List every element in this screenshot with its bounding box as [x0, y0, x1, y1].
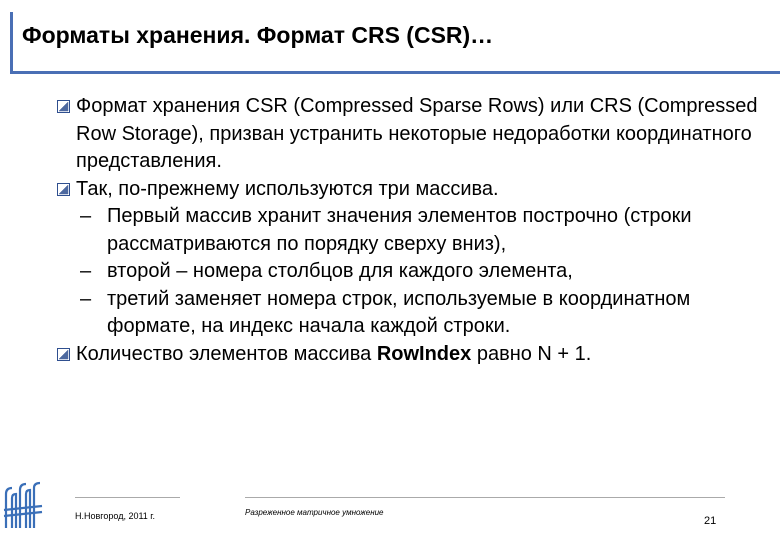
sub-item-text: Первый массив хранит значения элементов построчно (строки рассматриваются по порядку сверху вниз),: [107, 205, 692, 255]
sub-item: [0, 286, 780, 341]
page-number: 21: [704, 515, 717, 527]
sub-item-text: третий заменяет номера строк, используемые в координатном формате, на индекс начала каждой строки.: [107, 287, 691, 337]
sub-item: [0, 258, 780, 286]
slide-title: Форматы хранения. Формат CRS (CSR)…: [22, 22, 494, 48]
bullet-text-after: равно N + 1.: [471, 342, 592, 365]
footer-lecture-title: Разреженное матричное умножение: [245, 508, 384, 517]
sub-item-dash: –: [80, 205, 92, 227]
sub-item-dash: –: [80, 260, 92, 282]
bullet-item: [0, 93, 780, 176]
hollow-square-icon: [57, 183, 70, 196]
bullet-text-bold: RowIndex: [376, 342, 472, 365]
hollow-square-icon: [57, 100, 70, 113]
sub-item-dash: –: [80, 287, 92, 310]
footer-divider-left: [75, 497, 180, 498]
university-logo-icon: [2, 480, 44, 532]
bullet-text: Так, по-прежнему используются три массива.: [76, 177, 499, 200]
bullet-item: [0, 341, 780, 369]
sub-item-text: второй – номера столбцов для каждого элемента,: [107, 260, 573, 282]
bullet-text: Формат хранения CSR (Compressed Sparse Rows) или CRS (Compressed Row Storage), призван устранить некоторые недоработки координатного представления.: [76, 95, 758, 172]
footer-divider-center: [245, 497, 725, 498]
footer-location-date: Н.Новгород, 2011 г.: [75, 511, 155, 521]
sub-item: [0, 203, 780, 258]
bullet-text-before: Количество элементов массива: [76, 342, 377, 365]
bullet-list: [0, 93, 780, 368]
hollow-square-icon: [57, 348, 70, 361]
bullet-item: [0, 176, 780, 204]
